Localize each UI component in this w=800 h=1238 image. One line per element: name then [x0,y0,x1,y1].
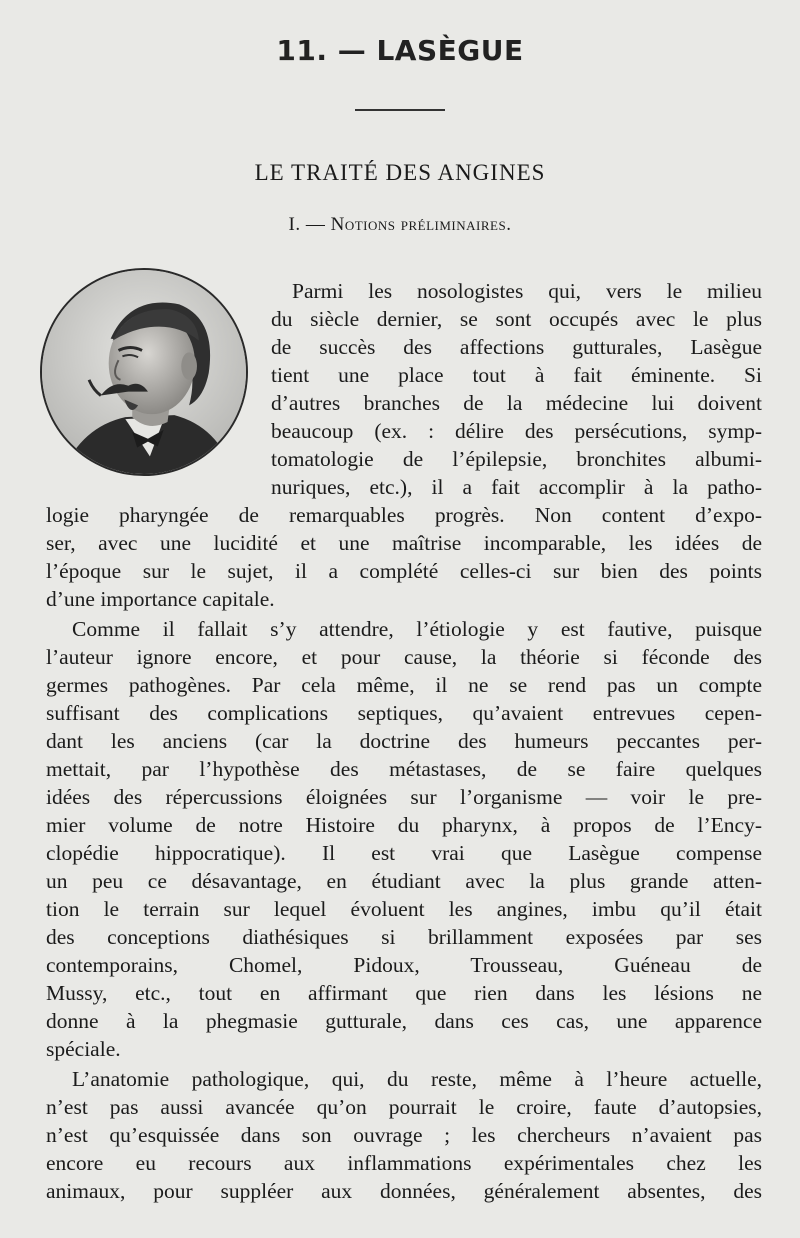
body-line: un peu ce désavantage, en étudiant avec la plus grande atten- [46,869,762,893]
heading-rule [355,109,445,111]
body-line: tient une place tout à fait éminente. Si [271,363,762,387]
body-line: dant les anciens (car la doctrine des humeurs peccantes per- [46,729,762,753]
subsection-numeral: I. [288,214,301,235]
body-line: ser, avec une lucidité et une maîtrise incomparable, les idées de [46,531,762,555]
body-line: du siècle dernier, se sont occupés avec le plus [271,307,762,331]
portrait-medallion [40,268,248,476]
body-line: mier volume de notre Histoire du pharynx, à propos de l’Ency- [46,813,762,837]
body-line: encore eu recours aux inflammations expérimentales chez les [46,1151,762,1175]
body-line: idées des répercussions éloignées sur l’organisme — voir le pre- [46,785,762,809]
body-line: des conceptions diathésiques si brillamment exposées par ses [46,925,762,949]
body-line: germes pathogènes. Par cela même, il ne se rend pas un compte [46,673,762,697]
body-line: n’est qu’esquissée dans son ouvrage ; les chercheurs n’avaient pas [46,1123,762,1147]
emph-text: Comme il fallait s’y attendre, l’étiologie y est fautive, puisque [72,617,762,641]
body-line: tomatologie de l’épilepsie, bronchites albumi- [271,447,762,471]
body-line: Parmi les nosologistes qui, vers le milieu [292,279,762,303]
body-line: logie pharyngée de remarquables progrès. Non content d’expo- [46,503,762,527]
body-line: mettait, par l’hypothèse des métastases, de se faire quelques [46,757,762,781]
body-line: beaucoup (ex. : délire des persécutions, symp- [271,419,762,443]
subsection-separator: — [305,214,326,235]
subsection-title: Notions préliminaires. [330,214,512,235]
chapter-separator: — [337,34,367,67]
section-title: LE TRAITÉ DES ANGINES [254,160,546,185]
body-line: donne à la phegmasie gutturale, dans ces cas, une apparence [46,1009,762,1033]
chapter-number: 11. [276,34,328,67]
body-line: de succès des affections gutturales, Lasègue [271,335,762,359]
body-line [72,616,762,643]
subsection-heading [0,214,800,236]
body-line: tion le terrain sur lequel évoluent les angines, imbu qu’il était [46,897,762,921]
body-line: d’une importance capitale. [46,587,275,611]
body-line: animaux, pour suppléer aux données, généralement absentes, des [46,1179,762,1203]
chapter-heading [0,34,800,67]
body-line: suffisant des complications septiques, qu’avaient entrevues cepen- [46,701,762,725]
portrait-image [42,270,246,474]
body-line: L’anatomie pathologique, qui, du reste, même à l’heure actuelle, [72,1067,762,1091]
body-line: Mussy, etc., tout en affirmant que rien dans les lésions ne [46,981,762,1005]
body-line: nuriques, etc.), il a fait accomplir à la patho- [271,475,762,499]
body-line: l’auteur ignore encore, et pour cause, la théorie si féconde des [46,645,762,669]
body-line: clopédie hippocratique). Il est vrai que Lasègue compense [46,841,762,865]
body-line: n’est pas aussi avancée qu’on pourrait le croire, faute d’autopsies, [46,1095,762,1119]
body-line: contemporains, Chomel, Pidoux, Trousseau, Guéneau de [46,953,762,977]
body-line: d’autres branches de la médecine lui doivent [271,391,762,415]
body-line: l’époque sur le sujet, il a complété celles-ci sur bien des points [46,559,762,583]
body-line: spéciale. [46,1037,121,1061]
chapter-name: LASÈGUE [376,34,524,67]
